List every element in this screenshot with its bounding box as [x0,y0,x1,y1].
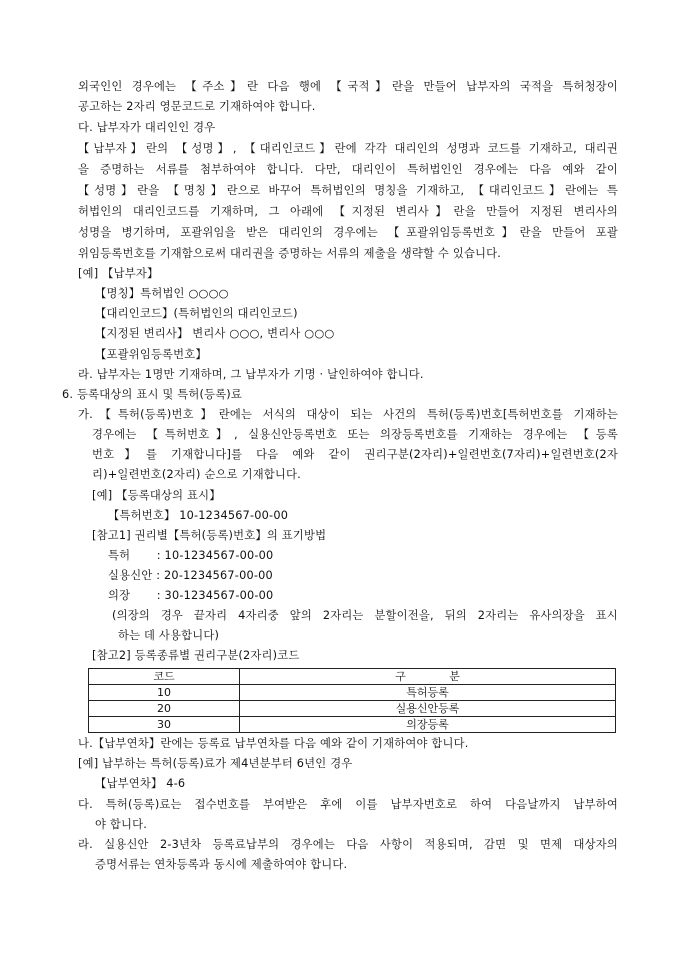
table-row [89,717,616,733]
text-line: 외국인인 경우에는 【주소】란 다음 행에 【국적】란을 만들어 납부자의 국적을 특허청장이 [78,80,618,93]
reference-line: 의장 : 30-1234567-00-00 [108,589,274,602]
text-line: 리)+일련번호(2자리) 순으로 기재합니다. [92,468,301,481]
table-cell: 10 [89,685,240,701]
note-line: 하는 데 사용합니다) [118,629,220,642]
table-header-cell: 코드 [89,669,240,685]
example-line: 【명칭】특허법인 ○○○○ [95,287,229,300]
text-line: 라. 납부자는 1명만 기재하며, 그 납부자가 기명 · 날인하여야 합니다. [78,368,424,381]
section-heading: 6. 등록대상의 표시 및 특허(등록)료 [62,388,243,401]
text-line: 다. 특허(등록)료는 접수번호를 부여받은 후에 이를 납부자번호로 하여 다음날까지 납부하여 [78,798,618,811]
text-line: 경우에는 【특허번호】, 실용신안등록번호 또는 의장등록번호를 기재하는 경우에는 【등록 [92,428,618,441]
text-line: 증명서류는 연차등록과 동시에 제출하여야 합니다. [95,858,348,871]
table-cell: 의장등록 [240,717,616,733]
table-header-cell: 구 분 [240,669,616,685]
reference-label: [참고2] 등록종류별 권리구분(2자리)코드 [92,649,300,662]
text-line: 위임등록번호를 기재함으로써 대리권을 증명하는 서류의 제출을 생략할 수 있습니다. [78,247,502,260]
right-code-table [88,668,616,733]
table-cell: 특허등록 [240,685,616,701]
table-cell: 실용신안등록 [240,701,616,717]
table-cell: 20 [89,701,240,717]
table-header-row [89,669,616,685]
text-line: 라. 실용신안 2-3년차 등록료납부의 경우에는 다음 사항이 적용되며, 감면 및 면제 대상자의 [78,838,618,851]
table-row [89,701,616,717]
text-line: 【성명】란을 【명칭】란으로 바꾸어 특허법인의 명칭을 기재하고, 【대리인코드】란에는 특 [78,184,618,197]
text-line: 번호】를 기재합니다]를 다음 예와 같이 권리구분(2자리)+일련번호(7자리)+일련번호(2자 [92,448,618,461]
reference-line: 특허 : 10-1234567-00-00 [108,549,274,562]
example-line: 【포괄위임등록번호】 [95,348,207,361]
note-line: (의장의 경우 끝자리 4자리중 앞의 2자리는 분할이전을, 뒤의 2자리는 유사의장을 표시 [112,609,618,622]
example-line: 【지정된 변리사】 변리사 ○○○, 변리사 ○○○ [95,327,335,340]
example-line: 【특허번호】 10-1234567-00-00 [108,509,289,522]
text-line: 을 증명하는 서류를 첨부하여야 합니다. 다만, 대리인이 특허법인인 경우에는 다음 예와 같이 [78,163,618,176]
example-label: [예] 납부하는 특허(등록)료가 제4년분부터 6년인 경우 [78,757,353,770]
text-line: 나.【납부연차】란에는 등록료 납부연차를 다음 예와 같이 기재하여야 합니다. [78,737,469,750]
section-heading: 다. 납부자가 대리인인 경우 [78,121,216,134]
example-line: 【대리인코드】(특허법인의 대리인코드) [95,307,298,320]
text-line: 가.【특허(등록)번호】란에는 서식의 대상이 되는 사건의 특허(등록)번호[특허번호를 기재하는 [78,408,618,421]
text-line: 성명을 병기하며, 포괄위임을 받은 대리인의 경우에는 【포괄위임등록번호】란을 만들어 포괄 [78,226,618,239]
text-line: 허법인의 대리인코드를 기재하며, 그 아래에 【지정된 변리사】란을 만들어 지정된 변리사의 [78,205,618,218]
text-line: 【납부자】란의 【성명】, 【대리인코드】란에 각각 대리인의 성명과 코드를 기재하고, 대리권 [78,142,618,155]
table-cell: 30 [89,717,240,733]
example-label: [예] 【납부자】 [78,267,159,280]
reference-line: 실용신안 : 20-1234567-00-00 [108,569,273,582]
table-row [89,685,616,701]
example-label: [예] 【등록대상의 표시】 [92,489,221,502]
text-line: 야 합니다. [95,818,148,831]
reference-label: [참고1] 권리별【특허(등록)번호】의 표기방법 [92,529,327,542]
text-line: 공고하는 2자리 영문코드로 기재하여야 합니다. [78,100,316,113]
example-line: 【납부연차】 4-6 [95,777,186,790]
